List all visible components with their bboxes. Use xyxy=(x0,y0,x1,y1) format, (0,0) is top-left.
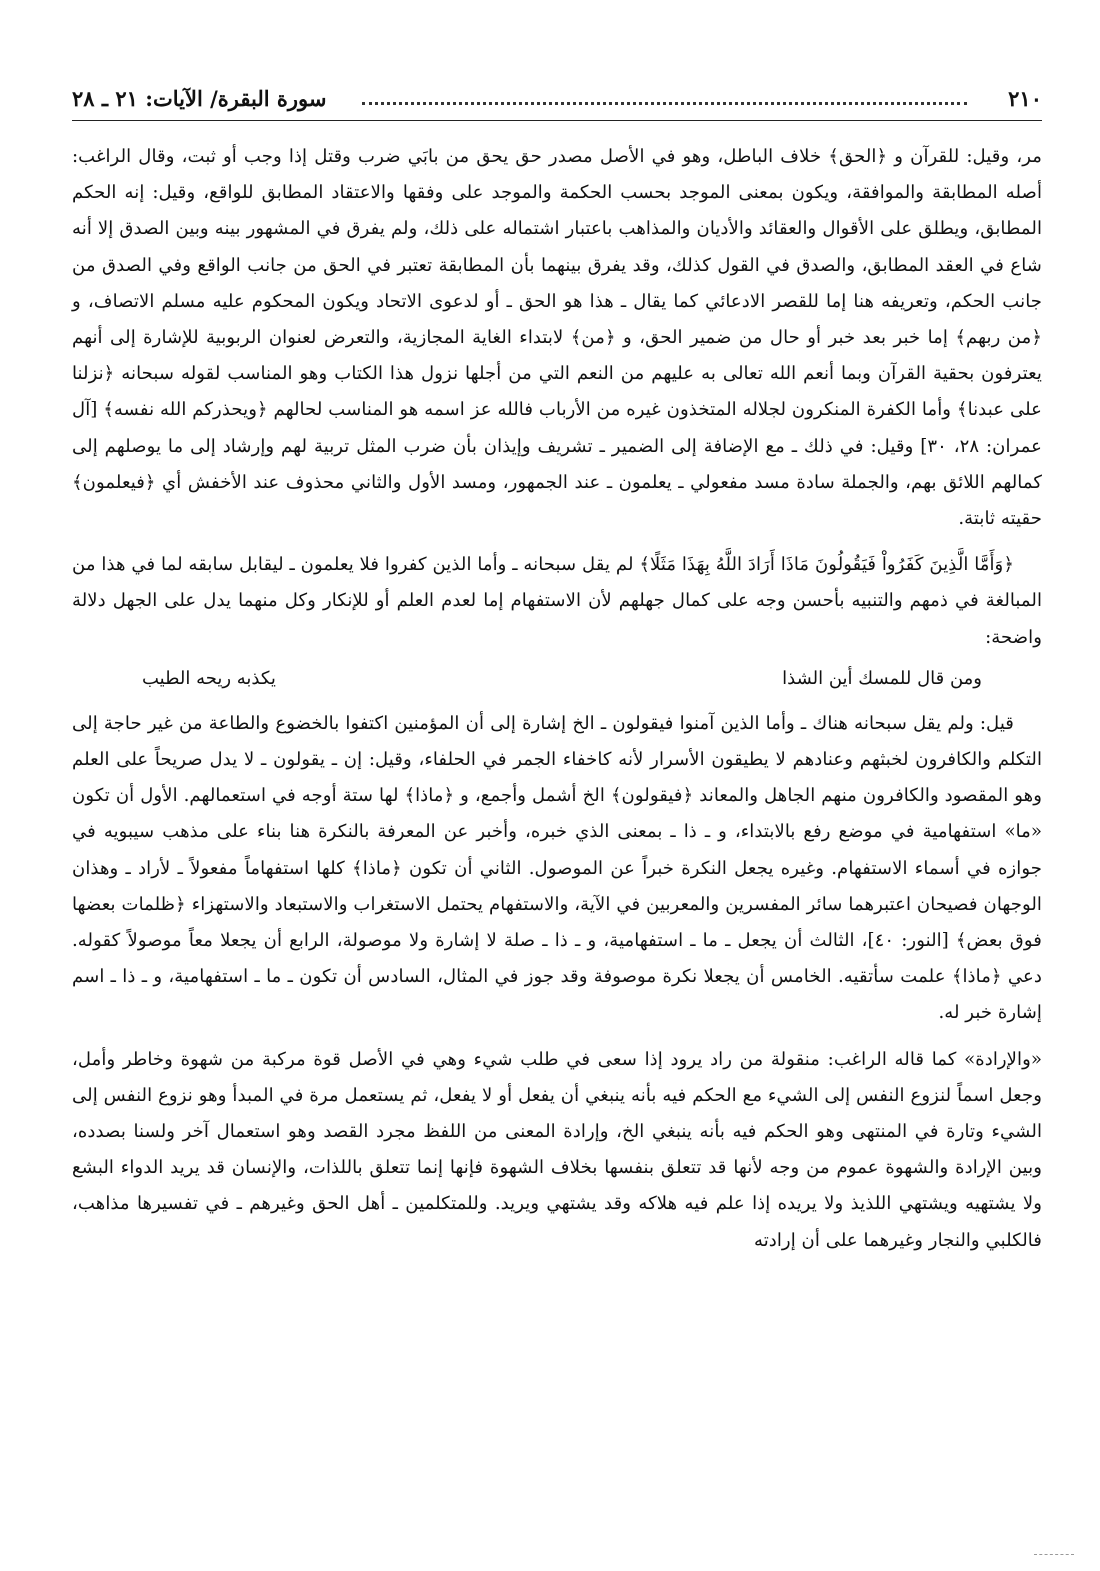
paragraph-1: مر، وقيل: للقرآن و ﴿الحق﴾ خلاف الباطل، وهو في الأصل مصدر حق يحق من بابَي ضرب وقتل إذا وجب أو ثبت، وقال الراغب: أصله المطابقة والموافقة، ويكون بمعنى الموجد بحسب الحكمة والموجد على وفقها والاعتقاد المطابق للواقع، وقيل: إنه الحكم المطابق، ويطلق على الأقوال والعقائد والأديان والمذاهب باعتبار اشتماله على ذلك، ولم يفرق في المشهور بينه وبين الصدق إلا أنه شاع في العقد المطابق، والصدق في القول كذلك، وقد يفرق بينهما بأن المطابقة تعتبر في الحق من جانب الواقع وفي الصدق من جانب الحكم، وتعريفه هنا إما للقصر الادعائي كما يقال ـ هذا هو الحق ـ أو لدعوى الاتحاد ويكون المحكوم عليه مسلم الاتصاف، و ﴿من ربهم﴾ إما خبر بعد خبر أو حال من ضمير الحق، و ﴿من﴾ لابتداء الغاية المجازية، والتعرض لعنوان الربوبية للإشارة إلى أنهم يعترفون بحقية القرآن وبما أنعم الله تعالى به عليهم من النعم التي من أجلها نزول هذا الكتاب وهو المناسب لقوله سبحانه ﴿نزلنا على عبدنا﴾ وأما الكفرة المنكرون لجلاله المتخذون غيره من الأرباب فالله عز اسمه هو المناسب لحالهم ﴿ويحذركم الله نفسه﴾ [آل عمران: ٢٨، ٣٠] وقيل: في ذلك ـ مع الإضافة إلى الضمير ـ تشريف وإيذان بأن ضرب المثل تربية لهم وإرشاد إلى ما يوصلهم إلى كمالهم اللائق بهم، والجملة سادة مسد مفعولي ـ يعلمون ـ عند الجمهور، ومسد الأول والثاني محذوف عند الأخفش أي ﴿فيعلمون﴾ حقيته ثابتة. xyxy=(72,146,1042,530)
page-header xyxy=(72,82,1042,121)
paragraph-3: قيل: ولم يقل سبحانه هناك ـ وأما الذين آمنوا فيقولون ـ الخ إشارة إلى أن المؤمنين اكتفوا بالخضوع والطاعة من غير حاجة إلى التكلم والكافرون لخبثهم وعنادهم لا يطيقون الأسرار لأنه كاخفاء الجمر في الحلفاء، وقيل: إن ـ يقولون ـ لا يدل صريحاً على العلم وهو المقصود والكافرون منهم الجاهل والمعاند ﴿فيقولون﴾ الخ أشمل وأجمع، و ﴿ماذا﴾ لها ستة أوجه في استعمالهم. الأول أن تكون «ما» استفهامية في موضع رفع بالابتداء، و ـ ذا ـ بمعنى الذي خبره، وأخبر عن المعرفة بالنكرة هنا بناء على مذهب سيبويه في جوازه في أسماء الاستفهام. وغيره يجعل النكرة خبراً عن الموصول. الثاني أن تكون ﴿ماذا﴾ كلها استفهاماً مفعولاً ـ لأراد ـ وهذان الوجهان فصيحان اعتبرهما سائر المفسرين والمعربين في الآية، والاستفهام يحتمل الاستغراب والاستبعاد والاستهزاء ﴿ظلمات بعضها فوق بعض﴾ [النور: ٤٠]، الثالث أن يجعل ـ ما ـ استفهامية، و ـ ذا ـ صلة لا إشارة ولا موصولة، الرابع أن يجعلا معاً موصولاً كقوله. دعي ﴿ماذا﴾ علمت سأتقيه. الخامس أن يجعلا نكرة موصوفة وقد جوز في المثال، السادس أن تكون ـ ما ـ استفهامية، و ـ ذا ـ اسم إشارة خبر له. xyxy=(72,712,1042,1024)
book-page xyxy=(72,82,1042,1542)
paragraph-4: «والإرادة» كما قاله الراغب: منقولة من راد يرود إذا سعى في طلب شيء وهي في الأصل قوة مركبة من شهوة وخاطر وأمل، وجعل اسماً لنزوع النفس إلى الشيء مع الحكم فيه بأنه ينبغي أن يفعل أو لا يفعل، ثم يستعمل مرة في المبدأ وهو نزوع النفس إلى الشيء وتارة في المنتهى وهو الحكم فيه بأنه ينبغي الخ، وإرادة المعنى من اللفظ مجرد القصد وهو استعمال آخر ولسنا بصدده، وبين الإرادة والشهوة عموم من وجه لأنها قد تتعلق بنفسها بخلاف الشهوة فإنها إنما تتعلق باللذات، والإنسان قد يريد الدواء البشع ولا يشتهيه ويشتهي اللذيذ ولا يريده إذا علم فيه هلاكه وقد يشتهي ويريد. وللمتكلمين ـ أهل الحق وغيرهم ـ في تفسيرها مذاهب، فالكلبي والنجار وغيرهما على أن إرادته xyxy=(72,1048,1042,1251)
page-number: ٢١٠ xyxy=(1008,86,1042,111)
page-body xyxy=(72,139,1042,1259)
running-title: سورة البقرة/ الآيات: ٢١ ـ ٢٨ xyxy=(72,86,327,111)
header-dotted-leader xyxy=(362,102,967,105)
verse-second-hemistich: يكذبه ريحه الطيب xyxy=(142,667,276,689)
scan-margin-mark xyxy=(1034,1554,1074,1555)
poetry-verse xyxy=(72,656,1042,706)
paragraph-2: ﴿وَأَمَّا الَّذِينَ كَفَرُواْ فَيَقُولُونَ مَاذَا أَرَادَ اللَّهُ بِهَذَا مَثَلًا﴾ لم يقل سبحانه ـ وأما الذين كفروا فلا يعلمون ـ ليقابل سابقه لما في هذا من المبالغة في ذمهم والتنبيه بأحسن وجه على كمال جهلهم لأن الاستفهام إما لعدم العلم أو للإنكار وكل منهما يدل على الجهل دلالة واضحة: xyxy=(72,554,1042,648)
verse-first-hemistich: ومن قال للمسك أين الشذا xyxy=(782,667,982,689)
